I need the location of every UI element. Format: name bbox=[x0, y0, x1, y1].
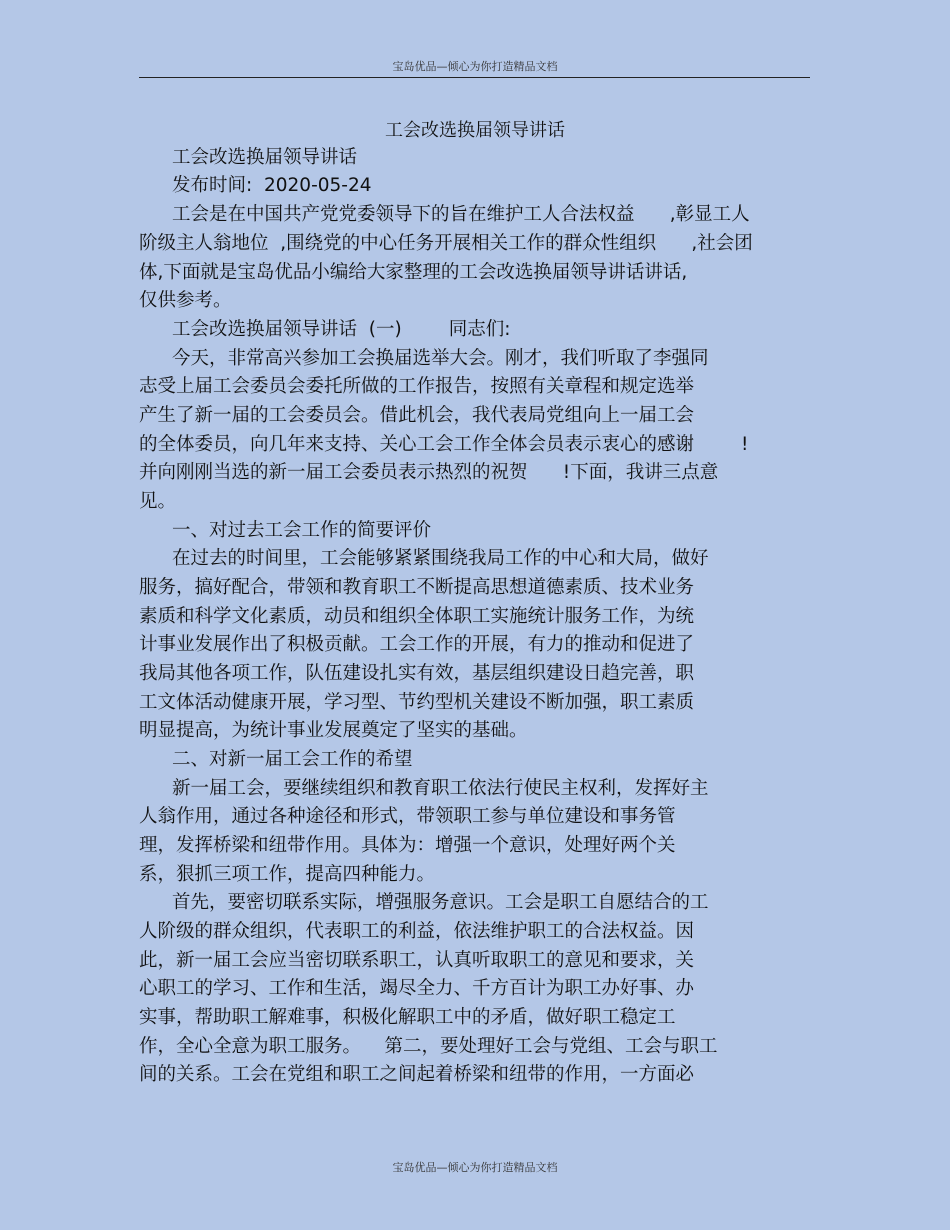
text-line: 首先，要密切联系实际，增强服务意识。工会是职工自愿结合的工 bbox=[172, 892, 709, 913]
text-line: 工会改选换届领导讲话 (一) 同志们: bbox=[172, 319, 511, 340]
text-line: 我局其他各项工作，队伍建设扎实有效，基层组织建设日趋完善，职 bbox=[139, 663, 695, 684]
text-line: 新一届工会，要继续组织和教育职工依法行使民主权利，发挥好主 bbox=[172, 778, 709, 799]
text-line: 志受上届工会委员会委托所做的工作报告，按照有关章程和规定选举 bbox=[139, 376, 695, 397]
text-line: 并向刚刚当选的新一届工会委员表示热烈的祝贺 !下面，我讲三点意 bbox=[139, 462, 719, 483]
publish-date-line: 发布时间: 2020-05-24 bbox=[172, 175, 372, 196]
text-line: 产生了新一届的工会委员会。借此机会，我代表局党组向上一届工会 bbox=[139, 405, 695, 426]
text-line: 服务，搞好配合，带领和教育职工不断提高思想道德素质、技术业务 bbox=[139, 577, 695, 598]
header-divider bbox=[139, 77, 810, 78]
text-line: 素质和科学文化素质，动员和组织全体职工实施统计服务工作，为统 bbox=[139, 606, 695, 627]
text-line: 体,下面就是宝岛优品小编给大家整理的工会改选换届领导讲话讲话, bbox=[139, 262, 688, 283]
page-header: 宝岛优品—倾心为你打造精品文档 bbox=[392, 60, 558, 73]
text-line: 间的关系。工会在党组和职工之间起着桥梁和纽带的作用，一方面必 bbox=[139, 1064, 695, 1085]
text-line: 心职工的学习、工作和生活，竭尽全力、千方百计为职工办好事、办 bbox=[139, 978, 695, 999]
text-line: 在过去的时间里，工会能够紧紧围绕我局工作的中心和大局，做好 bbox=[172, 548, 709, 569]
text-line: 人翁作用，通过各种途径和形式，带领职工参与单位建设和事务管 bbox=[139, 806, 676, 827]
text-line: 人阶级的群众组织，代表职工的利益，依法维护职工的合法权益。因 bbox=[139, 921, 695, 942]
document-title: 工会改选换届领导讲话 bbox=[385, 120, 565, 141]
text-line: 工文体活动健康开展，学习型、节约型机关建设不断加强，职工素质 bbox=[139, 692, 695, 713]
page-footer: 宝岛优品—倾心为你打造精品文档 bbox=[392, 1161, 558, 1174]
text-line: 工会改选换届领导讲话 bbox=[172, 147, 358, 168]
text-line: 理，发挥桥梁和纽带作用。具体为：增强一个意识，处理好两个关 bbox=[139, 835, 676, 856]
text-line: 明显提高，为统计事业发展奠定了坚实的基础。 bbox=[139, 720, 528, 741]
text-line: 阶级主人翁地位 ,围绕党的中心任务开展相关工作的群众性组织 ,社会团 bbox=[139, 233, 753, 254]
text-line: 仅供参考。 bbox=[139, 290, 232, 311]
text-line: 今天，非常高兴参加工会换届选举大会。刚才，我们听取了李强同 bbox=[172, 348, 709, 369]
text-line: 见。 bbox=[139, 491, 177, 512]
text-line: 此，新一届工会应当密切联系职工，认真听取职工的意见和要求，关 bbox=[139, 950, 695, 971]
text-line: 实事，帮助职工解难事，积极化解职工中的矛盾，做好职工稳定工 bbox=[139, 1007, 676, 1028]
section-heading: 一、对过去工会工作的简要评价 bbox=[172, 520, 432, 541]
section-heading: 二、对新一届工会工作的希望 bbox=[172, 749, 413, 770]
text-line: 计事业发展作出了积极贡献。工会工作的开展，有力的推动和促进了 bbox=[139, 634, 695, 655]
text-line: 工会是在中国共产党党委领导下的旨在维护工人合法权益 ,彰显工人 bbox=[172, 204, 750, 225]
text-line: 的全体委员，向几年来支持、关心工会工作全体会员表示衷心的感谢 ! bbox=[139, 434, 749, 455]
text-line: 系，狠抓三项工作，提高四种能力。 bbox=[139, 864, 436, 885]
text-line: 作，全心全意为职工服务。 第二，要处理好工会与党组、工会与职工 bbox=[139, 1036, 718, 1057]
